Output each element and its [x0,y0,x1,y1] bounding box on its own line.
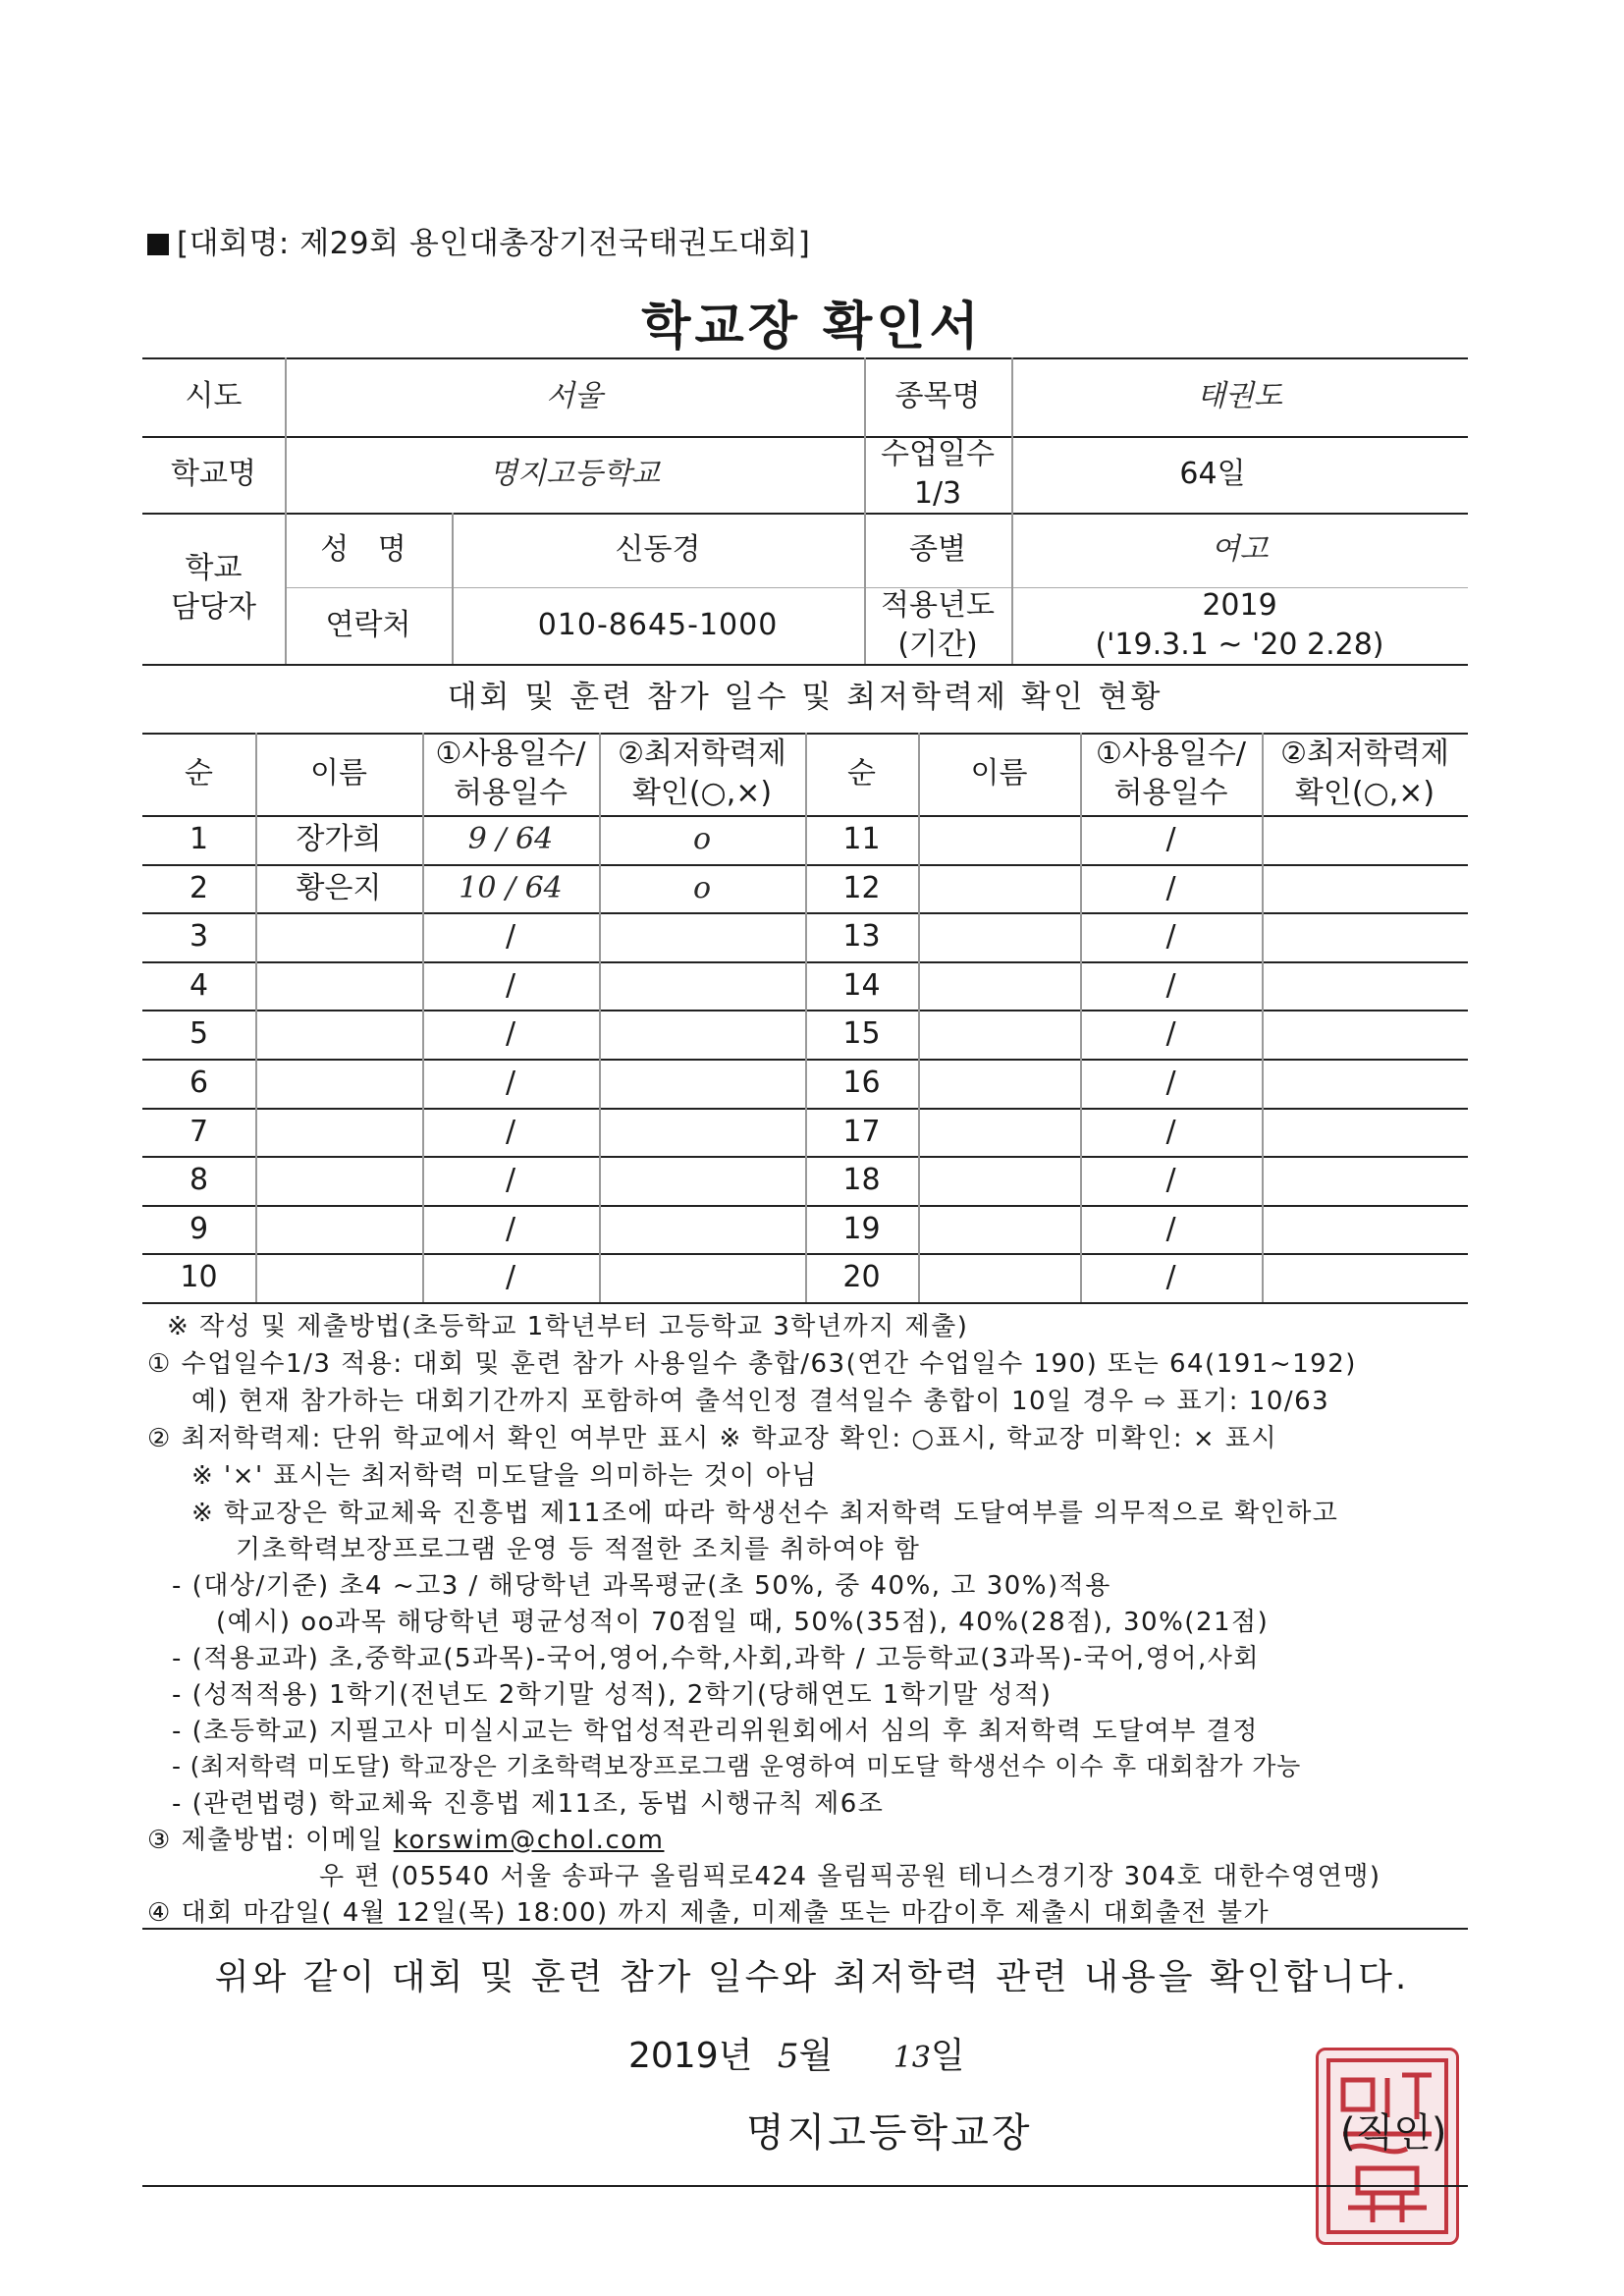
table-cell-check [1262,912,1468,961]
table-cell-days: / [1165,1114,1176,1149]
table-cell-days: / [505,1211,516,1246]
table-cell-name [918,1108,1080,1157]
apply-year-value-line2: ('19.3.1 ~ '20 2.28) [1095,628,1384,662]
table-cell-check [1262,1010,1468,1059]
col-header-days-line1: ①사용일수/ [435,736,586,771]
table-cell-no: 4 [189,967,209,1003]
table-cell-days: 10 / 64 [459,870,563,905]
col-header-days-right [1080,733,1262,815]
table-cell-no: 9 [189,1211,209,1246]
col-header-days [422,733,599,815]
table-cell-check [1262,1205,1468,1254]
table-cell-days: / [1165,967,1176,1003]
note-line: ② 최저학력제: 단위 학교에서 확인 여부만 표시 ※ 학교장 확인: ○표시, 학교장 미확인: × 표시 [147,1424,1278,1453]
col-header-no: 순 [185,755,213,791]
table-cell-name [255,1108,422,1157]
table-cell-name [918,864,1080,913]
table-cell-no: 16 [842,1065,881,1100]
table-cell-no: 2 [189,870,209,905]
table-cell-no: 1 [189,821,209,856]
table-cell-no: 3 [189,918,209,954]
table-cell-days: / [1165,1259,1176,1294]
note-line: - (초등학교) 지필고사 미실시교는 학업성적관리위원회에서 심의 후 최저학력 도달여부 결정 [172,1717,1259,1746]
table-cell-days: / [1165,1211,1176,1246]
table-cell-name [255,1156,422,1205]
note-line: ※ 작성 및 제출방법(초등학교 1학년부터 고등학교 3학년까지 제출) [167,1312,969,1341]
table-cell-check [599,1010,805,1059]
contact-group-label [142,513,285,664]
date-year: 2019년 [628,2036,753,2076]
class-days-label-line1: 수업일수 [881,436,995,471]
sport-label: 종목명 [894,378,981,413]
class-days-label-line2: 1/3 [913,476,962,511]
school-label: 학교명 [171,456,256,491]
table-cell-check [599,1059,805,1108]
class-days-label [864,436,1011,513]
table-cell-no: 18 [842,1162,881,1197]
table-cell-days: / [1165,1065,1176,1100]
region-label: 시도 [185,378,243,413]
table-cell-no: 14 [842,967,881,1003]
table-cell-name [255,961,422,1011]
event-name: [대회명: 제29회 용인대총장기전국태권도대회] [177,226,811,261]
table-cell-check [1262,961,1468,1011]
table-cell-name [255,1253,422,1302]
phone-value: 010-8645-1000 [537,607,779,642]
submission-method-line [147,1820,664,1856]
table-cell-check [1262,1059,1468,1108]
note-line: ※ 학교장은 학교체육 진흥법 제11조에 따라 학생선수 최저학력 도달여부를 의무적으로 확인하고 [191,1499,1339,1528]
table-cell-days: / [505,1259,516,1294]
table-cell-days: / [505,1162,516,1197]
table-cell-no: 10 [180,1259,218,1294]
table-cell-no: 8 [189,1162,209,1197]
col-header-check-right-line1: ②최저학력제 [1280,736,1449,771]
table-cell-no: 6 [189,1065,209,1100]
table-cell-no: 13 [842,918,881,954]
school-value: 명지고등학교 [489,456,660,491]
table-cell-check [599,961,805,1011]
note-line: - (관련법령) 학교체육 진흥법 제11조, 동법 시행규칙 제6조 [172,1789,885,1819]
type-label: 종별 [909,531,966,567]
note-line: 예) 현재 참가하는 대회기간까지 포함하여 출석인정 결석일수 총합이 10일 경우 ⇨ 표기: 10/63 [191,1387,1330,1416]
apply-year-value [1011,587,1468,664]
table-cell-name [918,815,1080,864]
table-cell-name [918,1253,1080,1302]
table-cell-no: 15 [842,1015,881,1051]
confirmation-statement: 위와 같이 대회 및 훈련 참가 일수와 최저학력 관련 내용을 확인합니다. [214,1957,1410,1997]
table-cell-no: 7 [189,1114,209,1149]
table-cell-days: / [505,1065,516,1100]
class-days-value: 64일 [1179,456,1246,491]
table-cell-days: / [1165,1015,1176,1051]
col-header-check [599,733,805,815]
table-cell-name [255,912,422,961]
table-cell-check [1262,1253,1468,1302]
col-header-days-right-line1: ①사용일수/ [1096,736,1246,771]
principal-title: 명지고등학교장 [746,2110,1033,2156]
apply-year-label [864,587,1011,664]
note-line: - (대상/기준) 초4 ~고3 / 해당학년 과목평균(초 50%, 중 40%, 고 30%)적용 [172,1571,1111,1601]
table-cell-check [599,1205,805,1254]
table-cell-no: 11 [842,821,881,856]
person-name-label: 성 명 [320,531,416,567]
apply-year-label-line1: 적용년도 [881,587,995,623]
note-line: ※ '×' 표시는 최저학력 미도달을 의미하는 것이 아님 [191,1461,818,1491]
col-header-check-right-line2: 확인(○,×) [1294,776,1435,810]
note-line: 우 편 (05540 서울 송파구 올림픽로424 올림픽공원 테니스경기장 304호 대한수영연맹) [319,1862,1381,1891]
region-value: 서울 [546,378,603,413]
table-cell-no: 20 [842,1259,881,1294]
table-cell-days: / [505,918,516,954]
note-line: ④ 대회 마감일( 4월 12일(목) 18:00) 까지 제출, 미제출 또는 마감이후 제출시 대회출전 불가 [147,1898,1271,1928]
table-cell-check [599,1108,805,1157]
col-header-name: 이름 [310,755,367,791]
table-cell-days: / [505,967,516,1003]
note-line: (예시) oo과목 해당학년 평균성적이 70점일 때, 50%(35점), 40%(28점), 30%(21점) [216,1608,1270,1637]
note-line: 기초학력보장프로그램 운영 등 적절한 조치를 취하여야 함 [236,1535,921,1564]
contact-group-label-line1: 학교 [185,550,243,585]
notes-bottom-rule [142,1928,1468,1930]
table-cell-name [255,1205,422,1254]
person-name-value: 신동경 [615,531,701,567]
col-header-days-line2: 허용일수 [454,776,568,810]
table-cell-check: o [692,870,712,905]
document-title: 학교장 확인서 [641,298,983,356]
contact-group-label-line2: 담당자 [171,590,256,625]
table-cell-days: / [1165,918,1176,954]
table-cell-no: 19 [842,1211,881,1246]
col-header-check-line1: ②최저학력제 [618,736,786,771]
table-cell-name [918,961,1080,1011]
table-cell-check [599,1156,805,1205]
issue-date [628,2028,965,2078]
event-name-line [147,218,810,262]
note-line: - (최저학력 미도달) 학교장은 기초학력보장프로그램 운영하여 미도달 학생선수 이수 후 대회참가 가능 [172,1752,1302,1780]
table-cell-name [255,1059,422,1108]
table-cell-check [1262,1156,1468,1205]
note-line: ① 수업일수1/3 적용: 대회 및 훈련 참가 사용일수 총합/63(연간 수업일수 190) 또는 64(191~192) [147,1349,1357,1379]
table-cell-check [1262,1108,1468,1157]
table-cell-name [918,1010,1080,1059]
footer-bottom-rule [142,2185,1468,2187]
table-cell-name [918,912,1080,961]
table-cell-days: / [1165,821,1176,856]
col-header-check-line2: 확인(○,×) [631,776,773,810]
table-cell-name [918,1156,1080,1205]
date-month: 5 [777,2037,799,2076]
table-cell-name: 장가희 [296,821,382,856]
table-cell-name [918,1205,1080,1254]
table-cell-no: 5 [189,1015,209,1051]
table-cell-days: 9 / 64 [467,821,554,856]
note-line: - (성적적용) 1학기(전년도 2학기말 성적), 2학기(당해연도 1학기말 성적) [172,1680,1053,1710]
square-bullet-icon [147,234,169,255]
table-cell-check: o [692,821,712,856]
participation-subtitle: 대회 및 훈련 참가 일수 및 최저학력제 확인 현황 [447,680,1164,716]
date-day-unit: 일 [930,2036,965,2076]
table-cell-no: 17 [842,1114,881,1149]
col-header-days-right-line2: 허용일수 [1113,776,1228,810]
type-value: 여고 [1211,531,1269,567]
table-cell-check [599,1253,805,1302]
table-cell-check [1262,864,1468,913]
table-cell-check [599,912,805,961]
table-cell-name: 황은지 [296,870,382,905]
col-header-check-right [1262,733,1468,815]
phone-label: 연락처 [325,607,411,642]
table-cell-days: / [505,1015,516,1051]
table-cell-days: / [1165,1162,1176,1197]
seal-label: (직인) [1340,2110,1447,2156]
date-day: 13 [893,2041,931,2075]
email-link[interactable]: korswim@chol.com [393,1826,665,1855]
col-header-name-right: 이름 [970,755,1028,791]
date-month-unit: 월 [798,2036,834,2076]
submission-method-label: ③ 제출방법: 이메일 [147,1826,394,1855]
col-header-no-right: 순 [847,755,876,791]
participation-row-rule [142,1302,1468,1304]
table-cell-days: / [505,1114,516,1149]
table-cell-no: 12 [842,870,881,905]
apply-year-value-line1: 2019 [1202,587,1277,623]
table-cell-name [918,1059,1080,1108]
note-line: - (적용교과) 초,중학교(5과목)-국어,영어,수학,사회,과학 / 고등학교(3과목)-국어,영어,사회 [172,1644,1260,1673]
table-cell-check [1262,815,1468,864]
apply-year-label-line2: (기간) [897,628,978,662]
table-cell-name [255,1010,422,1059]
sport-value: 태권도 [1197,378,1282,413]
table-cell-days: / [1165,870,1176,905]
